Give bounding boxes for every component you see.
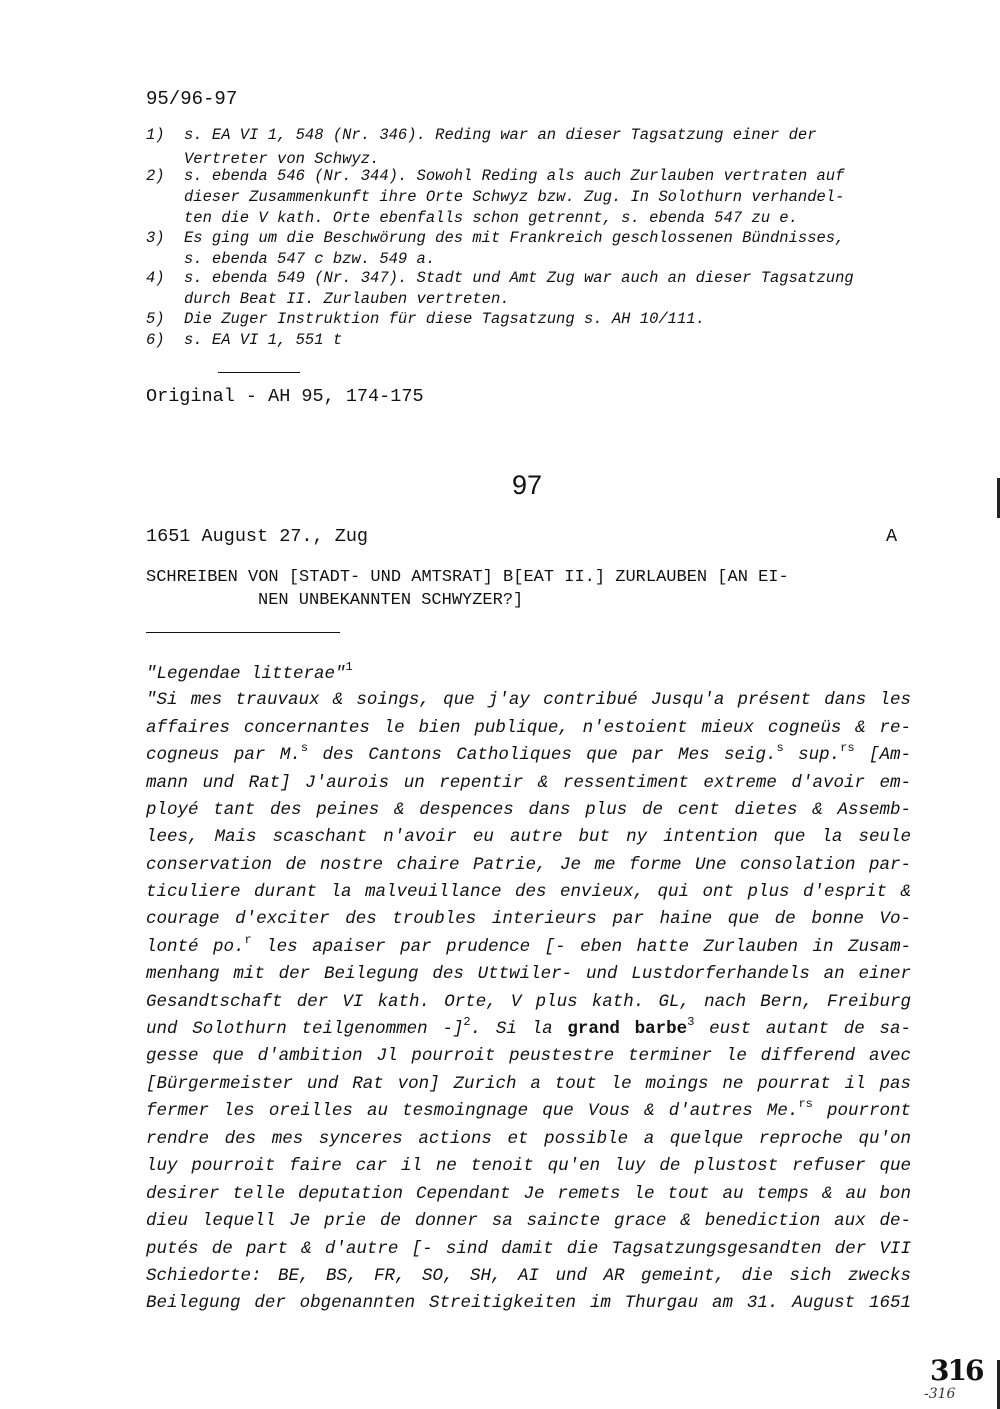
superscript: s (776, 741, 784, 755)
legend-text: "Legendae litterae" (146, 664, 346, 684)
text-segment: pourront (812, 1101, 912, 1121)
body-line: mann und Rat] J'aurois un repentir & ressentiment extreme d'avoir em- (146, 773, 911, 793)
footnote-text: s. EA VI 1, 548 (Nr. 346). Reding war an dieser Tagsatzung einer der (184, 126, 817, 144)
superscript: 3 (687, 1015, 695, 1029)
footnote-number: 5) (146, 310, 165, 328)
body-line (146, 1097, 912, 1121)
footnote-1-cont: Vertreter von Schwyz. (184, 150, 380, 168)
footnote-2-cont: ten die V kath. Orte ebenfalls schon getrennt, s. ebenda 547 zu e. (184, 209, 798, 227)
body-line: ployé tant des peines & despences dans plus de cent dietes & Assemb- (146, 800, 911, 820)
footnote-4-cont: durch Beat II. Zurlauben vertreten. (184, 290, 510, 308)
text-segment: und Solothurn teilgenommen -] (146, 1019, 464, 1039)
footnote-text: s. ebenda 549 (Nr. 347). Stadt und Amt Zug war auch an dieser Tagsatzung (184, 269, 854, 287)
title-rule (146, 632, 340, 633)
body-line (146, 741, 912, 765)
body-line: affaires concernantes le bien publique, n'estoient mieux cogneüs & re- (146, 718, 911, 738)
page-stamp-number: 316 (930, 1354, 983, 1387)
body-line: desirer telle deputation Cependant Je remets le tout au temps & au bon (146, 1184, 911, 1204)
page-reference: 95/96-97 (146, 88, 238, 110)
text-segment: lonté po. (146, 937, 245, 957)
footnote-number: 3) (146, 229, 165, 247)
footnote-number: 1) (146, 126, 165, 144)
body-line (146, 933, 912, 957)
footnote-text: s. EA VI 1, 551 t (184, 331, 343, 349)
body-line: luy pourroit faire car il ne tenoit qu'en luy de plustost refuser que (146, 1156, 911, 1176)
text-segment: cogneus par M. (146, 745, 301, 765)
body-line: courage d'exciter des troubles interieurs par haine que de bonne Vo- (146, 909, 911, 929)
document-number: 97 (512, 470, 543, 500)
text-segment: les apaiser par prudence [- eben hatte Zurlauben in Zusam- (251, 937, 912, 957)
footnote-ref: 1 (345, 660, 353, 674)
body-line: ticuliere durant la malveuillance des envieux, qui ont plus d'esprit & (146, 882, 911, 902)
body-line: Gesandtschaft der VI kath. Orte, V plus kath. GL, nach Bern, Freiburg (146, 992, 911, 1012)
body-line: Schiedorte: BE, BS, FR, SO, SH, AI und AR gemeint, die sich zwecks (146, 1266, 911, 1286)
body-line: [Bürgermeister und Rat von] Zurich a tout le moings ne pourrat il pas (146, 1074, 911, 1094)
footnote-2 (146, 167, 844, 185)
superscript: 2 (463, 1015, 471, 1029)
source-reference: Original - AH 95, 174-175 (146, 386, 424, 407)
footnote-6 (146, 331, 342, 349)
footnote-number: 4) (146, 269, 165, 287)
text-segment: fermer les oreilles au tesmoingnage que Vous & d'autres Me. (146, 1101, 799, 1121)
body-line: putés de part & d'autre [- sind damit die Tagsatzungsgesandten der VII (146, 1239, 911, 1259)
body-line: rendre des mes synceres actions et possible a quelque reproche qu'on (146, 1129, 911, 1149)
superscript: rs (798, 1097, 813, 1111)
footnote-5 (146, 310, 705, 328)
body-line: menhang mit der Beilegung des Uttwiler- und Lustdorferhandels an einer (146, 964, 911, 984)
superscript: s (300, 741, 309, 755)
superscript: rs (840, 741, 855, 755)
text-segment: [Am- (854, 745, 912, 765)
body-line: gesse que d'ambition Jl pourroit peustestre terminer le differend avec (146, 1046, 911, 1066)
emphasized-text: grand barbe (567, 1019, 688, 1039)
document-title: SCHREIBEN VON [STADT- UND AMTSRAT] B[EAT II.] ZURLAUBEN [AN EI- (146, 568, 789, 587)
footnote-number: 2) (146, 167, 165, 185)
document-title-cont: NEN UNBEKANNTEN SCHWYZER?] (258, 591, 524, 610)
footnote-text: Die Zuger Instruktion für diese Tagsatzung s. AH 10/111. (184, 310, 705, 328)
legend-heading (146, 660, 353, 684)
body-line: dieu lequell Je prie de donner sa saincte grace & benediction aux de- (146, 1211, 911, 1231)
separator-rule (218, 372, 300, 373)
superscript: r (244, 933, 252, 947)
body-line: lees, Mais scaschant n'avoir eu autre but ny intention que la seule (146, 827, 911, 847)
footnote-1 (146, 126, 817, 144)
body-line: "Si mes trauvaux & soings, que j'ay contribué Jusqu'a présent dans les (146, 690, 911, 710)
text-segment: sup. (783, 745, 841, 765)
text-segment: des Cantons Catholiques que par Mes seig. (308, 745, 777, 765)
footnote-text: s. ebenda 546 (Nr. 344). Sowohl Reding als auch Zurlauben vertraten auf (184, 167, 845, 185)
footnote-2-cont: dieser Zusammenkunft ihre Orte Schwyz bzw. Zug. In Solothurn verhandel- (184, 188, 845, 206)
document-date-place: 1651 August 27., Zug (146, 526, 369, 547)
footnote-3 (146, 229, 844, 247)
text-segment: eust autant de sa- (694, 1019, 911, 1039)
handwritten-page-number: -316 (924, 1386, 956, 1402)
body-line (146, 1015, 911, 1039)
footnote-4 (146, 269, 854, 287)
document-letter: A (886, 526, 898, 547)
footnote-text: Es ging um die Beschwörung des mit Frankreich geschlossenen Bündnisses, (184, 229, 845, 247)
footnote-3-cont: s. ebenda 547 c bzw. 549 a. (184, 250, 436, 268)
footnote-number: 6) (146, 331, 165, 349)
body-line: Beilegung der obgenannten Streitigkeiten im Thurgau am 31. August 1651 (146, 1293, 911, 1313)
text-segment: . Si la (470, 1019, 568, 1039)
body-line: conservation de nostre chaire Patrie, Je me forme Une consolation par- (146, 855, 911, 875)
